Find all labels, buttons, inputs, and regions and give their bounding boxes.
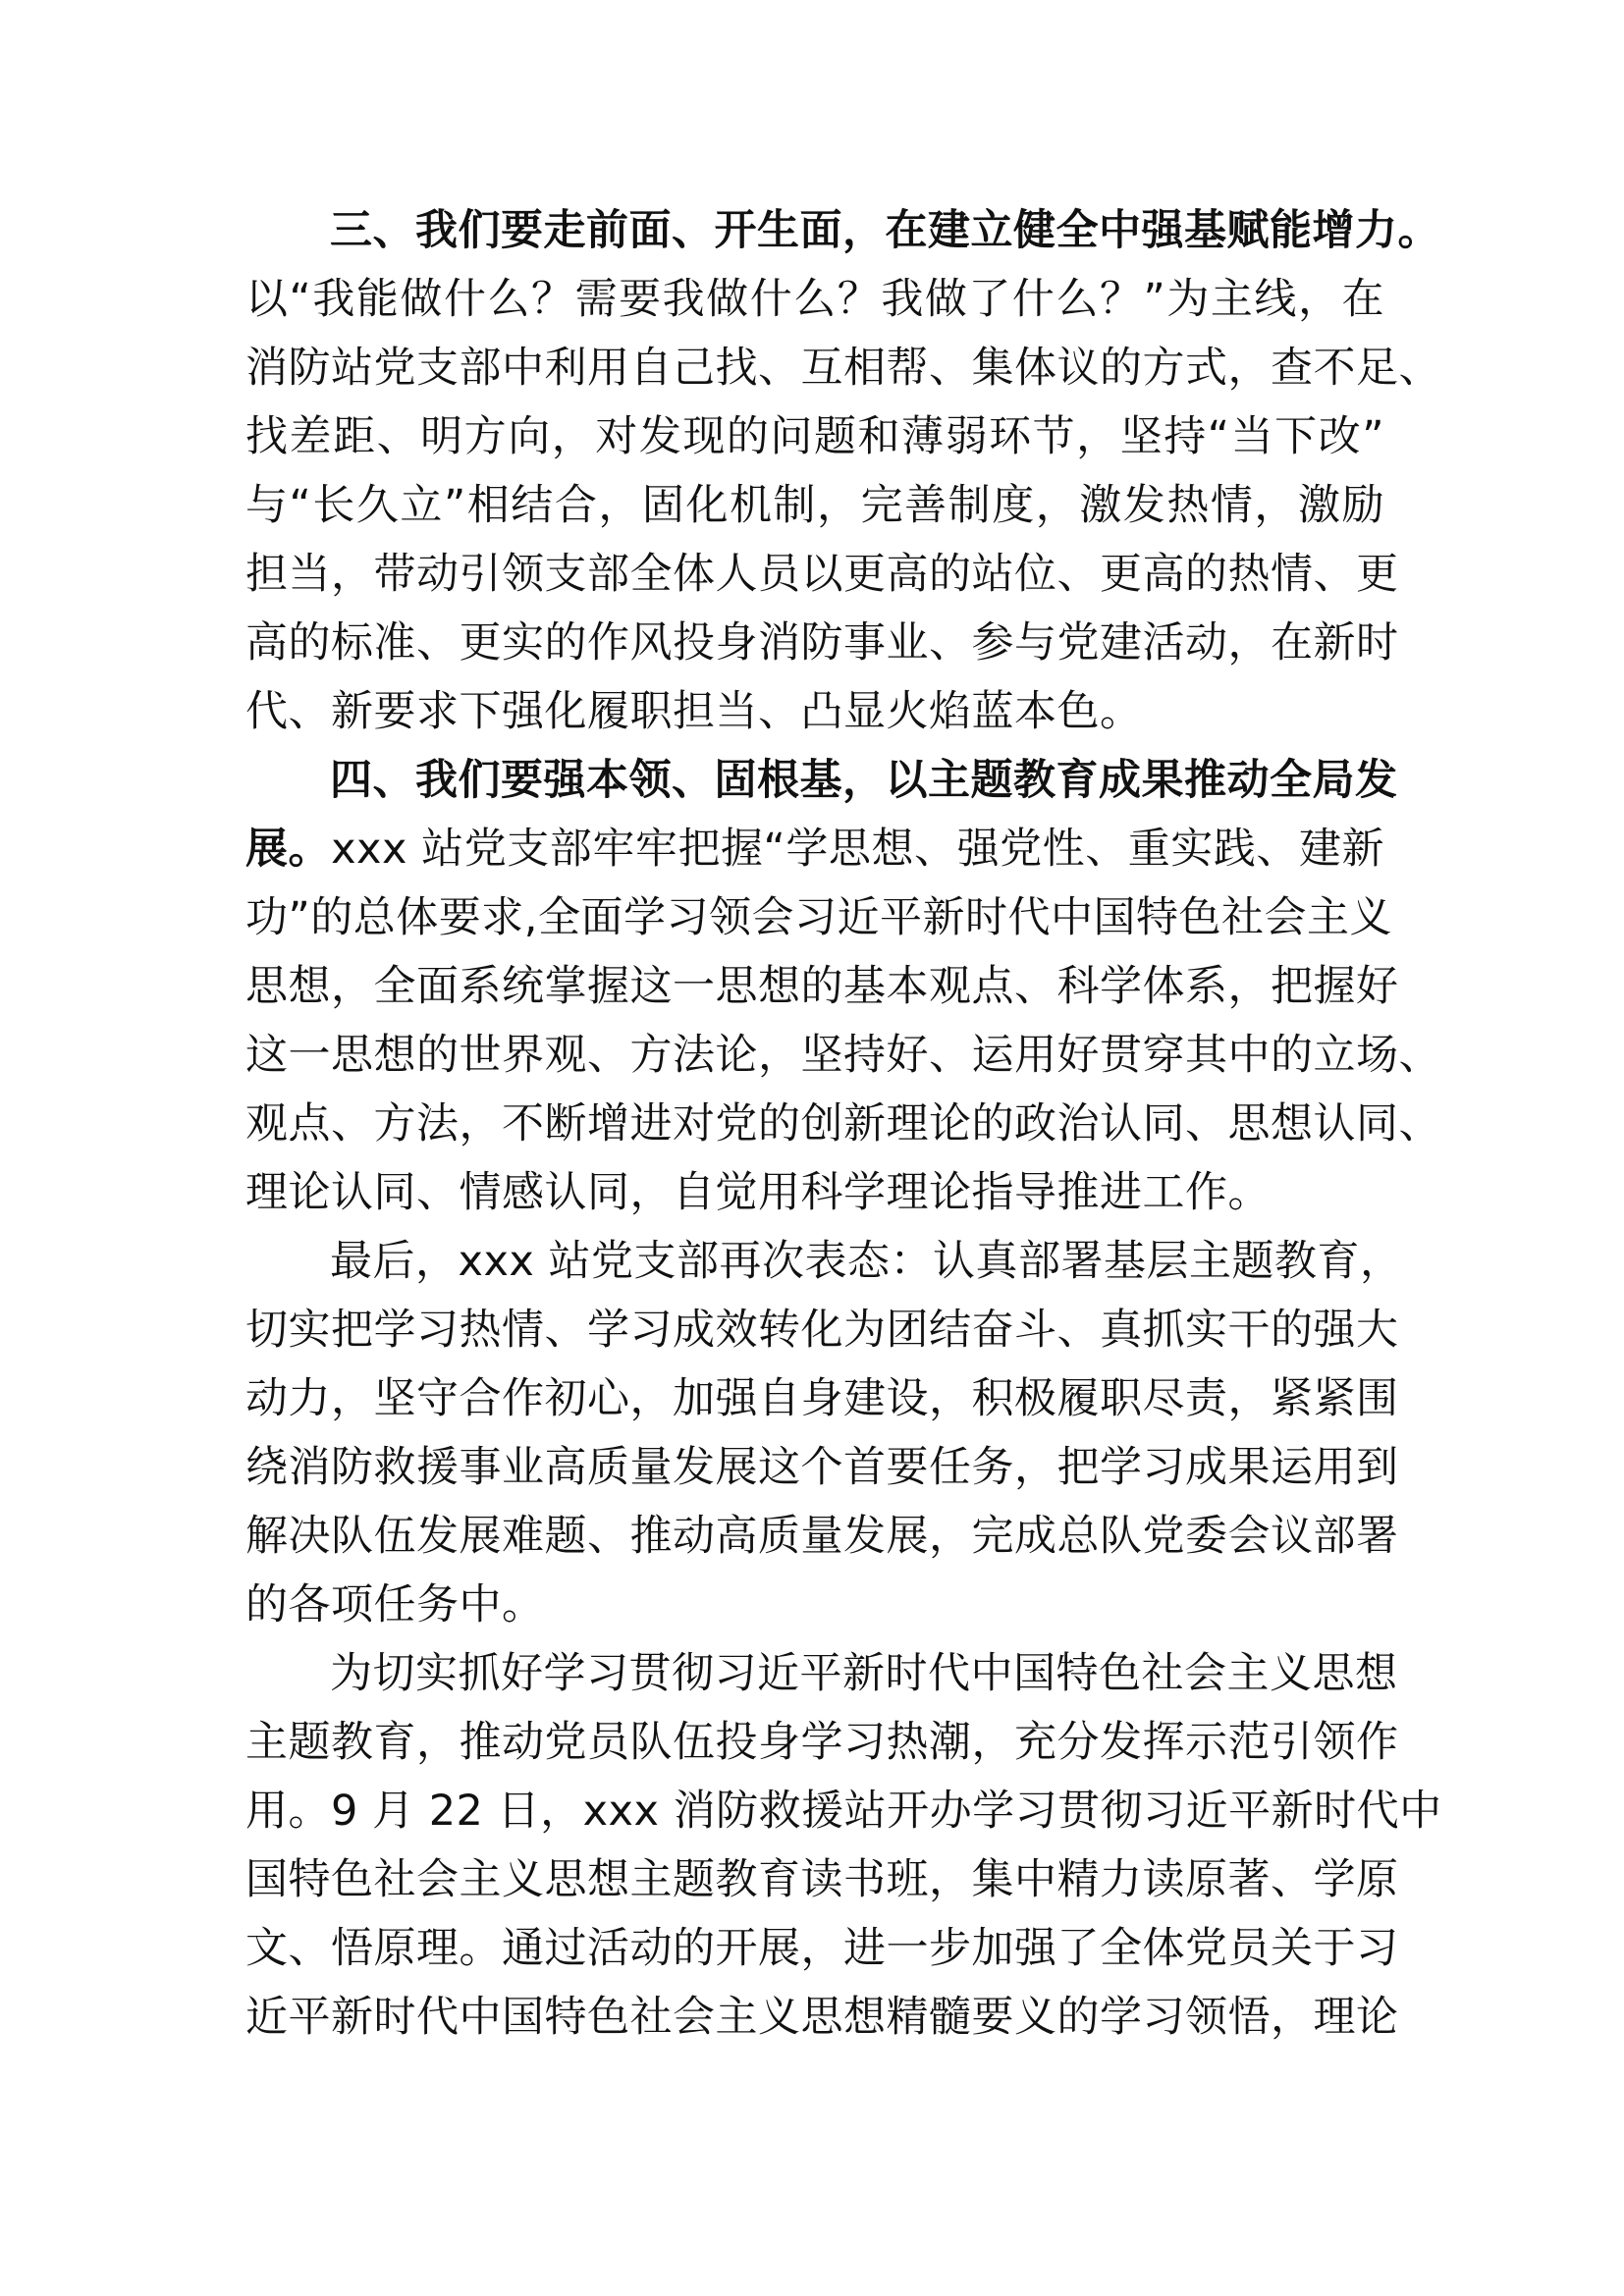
text-line — [245, 540, 1399, 609]
line-text: 功”的总体要求,全面学习领会习近平新时代中国特色社会主义 — [245, 893, 1392, 942]
line-text: 理论认同、情感认同，自觉用科学理论指导推进工作。 — [245, 1168, 1271, 1217]
text-line — [245, 1708, 1399, 1777]
line-text: 的各项任务中。 — [245, 1580, 545, 1629]
line-text: 消防站党支部中利用自己找、互相帮、集体议的方式，查不足、 — [245, 344, 1441, 393]
text-line — [245, 1845, 1399, 1914]
text-line — [245, 402, 1384, 471]
text-line — [245, 1227, 1403, 1296]
line-text: 代、新要求下强化履职担当、凸显火焰蓝本色。 — [245, 687, 1143, 736]
line-text: 用。9 月 22 日，xxx 消防救援站开办学习贯彻习近平新时代中 — [245, 1787, 1442, 1836]
text-line — [245, 1296, 1399, 1364]
line-text: 与“长久立”相结合，固化机制，完善制度，激发热情，激励 — [245, 481, 1384, 530]
line-text: 这一思想的世界观、方法论，坚持好、运用好贯穿其中的立场、 — [245, 1031, 1441, 1080]
text-line — [245, 1914, 1399, 1983]
text-line — [245, 1090, 1441, 1158]
bold-heading: 三、我们要走前面、开生面，在建立健全中强基赋能增力。 — [330, 206, 1440, 255]
text-line — [245, 334, 1441, 402]
line-text: 绕消防救援事业高质量发展这个首要任务，把学习成果运用到 — [245, 1443, 1399, 1492]
text-line — [245, 1502, 1399, 1571]
line-text: 以“我能做什么？需要我做什么？我做了什么？”为主线，在 — [245, 275, 1384, 324]
line-text: 近平新时代中国特色社会主义思想精髓要义的学习领悟，理论 — [245, 1993, 1399, 2042]
text-line — [245, 746, 1398, 815]
line-text: xxx 站党支部牢牢把握“学思想、强党性、重实践、建新 — [331, 825, 1385, 874]
text-line — [245, 1021, 1441, 1090]
line-text: 担当，带动引领支部全体人员以更高的站位、更高的热情、更 — [245, 550, 1399, 599]
line-text: 解决队伍发展难题、推动高质量发展，完成总队党委会议部署 — [245, 1512, 1399, 1561]
line-text: 主题教育，推动党员队伍投身学习热潮，充分发挥示范引领作 — [245, 1718, 1399, 1767]
line-text: 文、悟原理。通过活动的开展，进一步加强了全体党员关于习 — [245, 1924, 1399, 1973]
bold-heading: 展。 — [245, 825, 332, 874]
text-line — [245, 609, 1399, 677]
line-text: 国特色社会主义思想主题教育读书班，集中精力读原著、学原 — [245, 1855, 1399, 1904]
text-line — [245, 196, 1440, 265]
document-page — [245, 196, 1442, 2052]
line-text: 动力，坚守合作初心，加强自身建设，积极履职尽责，紧紧围 — [245, 1374, 1399, 1423]
text-line — [245, 677, 1384, 746]
line-text: 找差距、明方向，对发现的问题和薄弱环节，坚持“当下改” — [245, 412, 1384, 461]
text-line — [245, 265, 1384, 334]
line-text: 思想，全面系统掌握这一思想的基本观点、科学体系，把握好 — [245, 962, 1399, 1011]
text-line — [245, 815, 1384, 883]
line-text: 最后，xxx 站党支部再次表态：认真部署基层主题教育， — [330, 1237, 1403, 1286]
line-text: 高的标准、更实的作风投身消防事业、参与党建活动，在新时 — [245, 618, 1399, 667]
text-line — [245, 1983, 1399, 2052]
line-text: 观点、方法，不断增进对党的创新理论的政治认同、思想认同、 — [245, 1099, 1441, 1148]
line-text: 为切实抓好学习贯彻习近平新时代中国特色社会主义思想 — [330, 1649, 1398, 1698]
text-line — [245, 1639, 1398, 1708]
bold-heading: 四、我们要强本领、固根基，以主题教育成果推动全局发 — [330, 756, 1398, 805]
text-line — [245, 952, 1399, 1021]
text-line — [245, 1571, 1384, 1639]
text-line — [245, 883, 1392, 952]
text-line — [245, 1158, 1384, 1227]
line-text: 切实把学习热情、学习成效转化为团结奋斗、真抓实干的强大 — [245, 1306, 1399, 1355]
text-line — [245, 1364, 1399, 1433]
text-line — [245, 1777, 1442, 1845]
text-line — [245, 471, 1384, 540]
text-line — [245, 1433, 1399, 1502]
